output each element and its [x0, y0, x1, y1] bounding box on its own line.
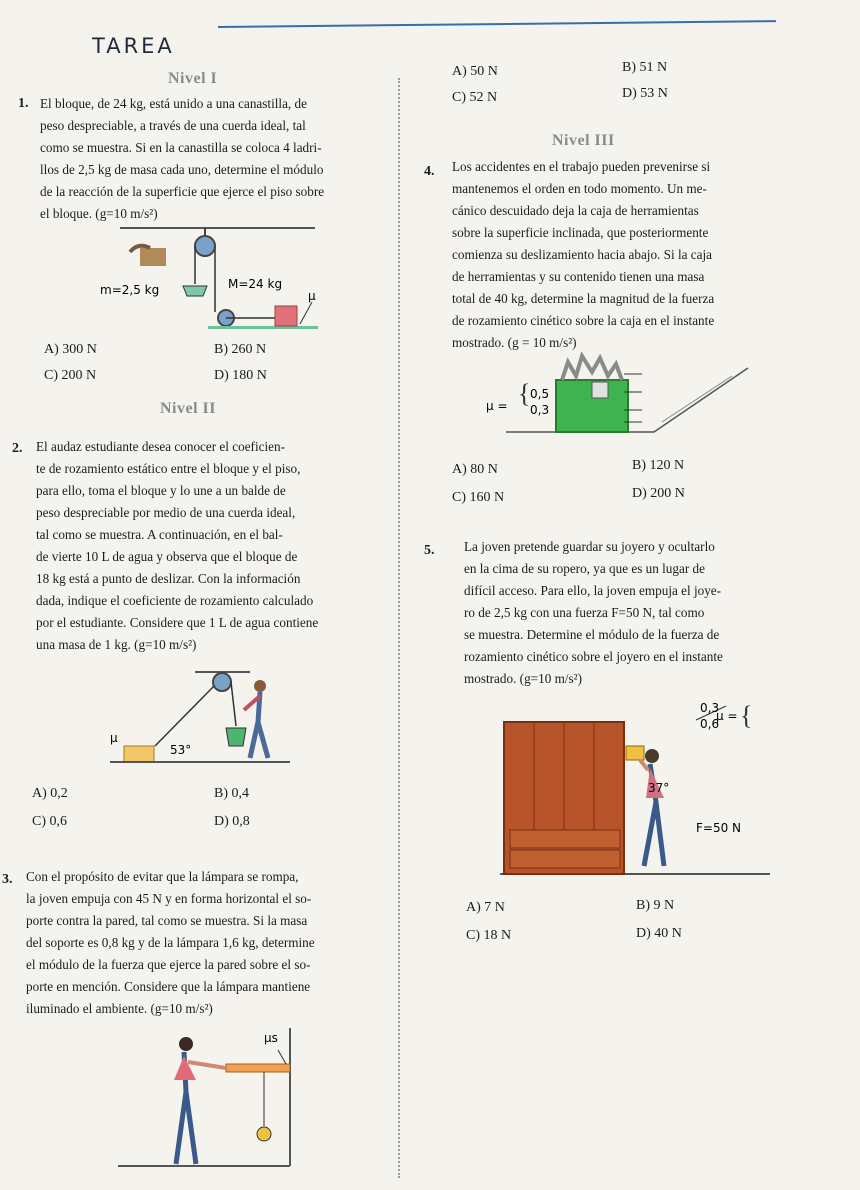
q5-option-c[interactable]: C) 18 N	[466, 928, 512, 943]
q5-line: La joven pretende guardar su joyero y ocultarlo	[464, 539, 715, 554]
q3-line: Con el propósito de evitar que la lámpara se rompa,	[26, 869, 299, 884]
q4-line: Los accidentes en el trabajo pueden prevenirse si	[452, 159, 711, 174]
q1-option-b[interactable]: B) 260 N	[214, 342, 267, 357]
q2-mu-label: μ	[110, 731, 118, 745]
q2-option-a[interactable]: A) 0,2	[32, 786, 68, 801]
tools-icon	[562, 356, 622, 380]
q5-line: mostrado. (g=10 m/s²)	[464, 671, 582, 686]
q5-line: se muestra. Determine el módulo de la fuerza de	[464, 627, 720, 642]
jewelry-box-icon	[626, 746, 644, 760]
q1-option-d[interactable]: D) 180 N	[214, 368, 267, 383]
svg-text:{: {	[740, 701, 753, 730]
q5-figure	[500, 690, 770, 878]
q3-line: iluminado el ambiente. (g=10 m/s²)	[26, 1001, 213, 1016]
q5-line: difícil acceso. Para ello, la joven empuja el joye-	[464, 583, 722, 598]
q5-mu-label: μ =	[716, 709, 738, 723]
page-title: TAREA	[92, 34, 175, 58]
q4-line: sobre la superficie inclinada, que posteriormente	[452, 225, 709, 240]
q2-line: tal como se muestra. A continuación, en el bal-	[36, 527, 283, 542]
q5-number: 5.	[424, 543, 435, 558]
level-heading-1: Nivel I	[168, 70, 218, 87]
q5-angle-label: 37°	[648, 781, 670, 795]
q1-line: llos de 2,5 kg de masa cada uno, determine el módulo	[40, 162, 324, 177]
q1-mass-small-label: m=2,5 kg	[100, 283, 160, 297]
q2-line: una masa de 1 kg. (g=10 m/s²)	[36, 637, 197, 652]
bucket-icon	[226, 728, 246, 746]
support-bar-icon	[226, 1064, 290, 1072]
q4-number: 4.	[424, 164, 435, 179]
girl-head-icon	[645, 749, 659, 763]
q4-line: cánico descuidado deja la caja de herramientas	[452, 203, 699, 218]
q4-line: comienza su deslizamiento hacia abajo. Si la caja	[452, 247, 712, 262]
block-icon	[124, 746, 154, 762]
q2-figure	[100, 666, 300, 778]
q4-mu-label: μ =	[486, 399, 508, 413]
svg-text:{: {	[518, 379, 531, 408]
q2-line: peso despreciable por medio de una cuerda ideal,	[36, 505, 296, 520]
pulley-icon	[195, 236, 215, 256]
q5-line: ro de 2,5 kg con una fuerza F=50 N, tal como	[464, 605, 705, 620]
q1-line: peso despreciable, a través de una cuerda ideal, tal	[40, 118, 306, 133]
q3-mu-label: μs	[264, 1031, 278, 1045]
q2-line: El audaz estudiante desea conocer el coeficien-	[36, 439, 285, 454]
q2-number: 2.	[12, 441, 23, 456]
q5-option-a[interactable]: A) 7 N	[466, 900, 505, 915]
q4-mu-static: 0,5	[530, 387, 550, 401]
q5-line: rozamiento cinético sobre el joyero en el instante	[464, 649, 723, 664]
q3-line: porte en mención. Considere que la lámpara mantiene	[26, 979, 311, 994]
q4-text	[452, 156, 770, 354]
q1-line: de la reacción de la superficie que ejerce el piso sobre	[40, 184, 325, 199]
q3-figure	[118, 1026, 308, 1168]
q5-text	[464, 536, 786, 690]
title-rule	[218, 20, 776, 28]
q5-mu-kinetic: 0,6	[700, 717, 720, 731]
q2-line: por el estudiante. Considere que 1 L de agua contiene	[36, 615, 319, 630]
q5-mu-static: 0,3	[700, 701, 720, 715]
q4-figure	[486, 352, 756, 434]
q2-angle-label: 53°	[170, 743, 192, 757]
q1-line: como se muestra. Si en la canastilla se coloca 4 ladri-	[40, 140, 322, 155]
q4-mu-kinetic: 0,3	[530, 403, 550, 417]
q4-option-c[interactable]: C) 160 N	[452, 490, 505, 505]
q4-option-b[interactable]: B) 120 N	[632, 458, 685, 473]
q3-number: 3.	[2, 872, 13, 887]
q1-line: el bloque. (g=10 m/s²)	[40, 206, 158, 221]
lamp-icon	[257, 1127, 271, 1141]
q4-line: de rozamiento cinético sobre la caja en el instante	[452, 313, 715, 328]
q2-option-b[interactable]: B) 0,4	[214, 786, 249, 801]
q3-line: del soporte es 0,8 kg y de la lámpara 1,6 kg, determine	[26, 935, 315, 950]
q2-line: te de rozamiento estático entre el bloque y el piso,	[36, 461, 301, 476]
q2-option-d[interactable]: D) 0,8	[214, 814, 250, 829]
q1-option-c[interactable]: C) 200 N	[44, 368, 97, 383]
q4-option-a[interactable]: A) 80 N	[452, 462, 498, 477]
q0-option-d[interactable]: D) 53 N	[622, 86, 668, 101]
q1-text	[40, 93, 388, 225]
q0-option-c[interactable]: C) 52 N	[452, 90, 498, 105]
q0-option-a[interactable]: A) 50 N	[452, 64, 498, 79]
q1-mu-label: μ	[308, 289, 316, 303]
q4-line: total de 40 kg, determine la magnitud de la fuerza	[452, 291, 715, 306]
q1-number: 1.	[18, 96, 29, 111]
level-heading-3: Nivel III	[552, 132, 615, 149]
q2-line: para ello, toma el bloque y lo une a un balde de	[36, 483, 286, 498]
q3-line: el módulo de la fuerza que ejerce la pared sobre el so-	[26, 957, 311, 972]
basket-icon	[183, 286, 207, 296]
level-heading-2: Nivel II	[160, 400, 216, 417]
q4-line: mantenemos el orden en todo momento. Un me-	[452, 181, 707, 196]
q5-option-d[interactable]: D) 40 N	[636, 926, 682, 941]
column-divider	[398, 78, 400, 1178]
q1-line: El bloque, de 24 kg, está unido a una canastilla, de	[40, 96, 307, 111]
girl-head-icon	[179, 1037, 193, 1051]
q3-text	[26, 866, 388, 1020]
q4-line: mostrado. (g = 10 m/s²)	[452, 335, 577, 350]
q3-line: porte contra la pared, tal como se muestra. Si la masa	[26, 913, 308, 928]
q2-line: 18 kg está a punto de deslizar. Con la información	[36, 571, 301, 586]
student-head-icon	[254, 680, 266, 692]
q2-line: de vierte 10 L de agua y observa que el bloque de	[36, 549, 298, 564]
block-icon	[275, 306, 297, 326]
q4-line: de herramientas y su contenido tienen una masa	[452, 269, 705, 284]
brick-icon	[140, 248, 166, 266]
q4-option-d[interactable]: D) 200 N	[632, 486, 685, 501]
q1-option-a[interactable]: A) 300 N	[44, 342, 97, 357]
pulley-icon	[213, 673, 231, 691]
q2-text	[36, 436, 388, 656]
q1-figure	[100, 222, 330, 332]
q5-line: en la cima de su ropero, ya que es un lugar de	[464, 561, 705, 576]
q5-force-label: F=50 N	[696, 821, 742, 835]
q0-option-b[interactable]: B) 51 N	[622, 60, 668, 75]
q1-mass-big-label: M=24 kg	[228, 277, 283, 291]
q2-option-c[interactable]: C) 0,6	[32, 814, 67, 829]
q2-line: dada, indique el coeficiente de rozamiento calculado	[36, 593, 314, 608]
q5-option-b[interactable]: B) 9 N	[636, 898, 675, 913]
q3-line: la joven empuja con 45 N y en forma horizontal el so-	[26, 891, 312, 906]
